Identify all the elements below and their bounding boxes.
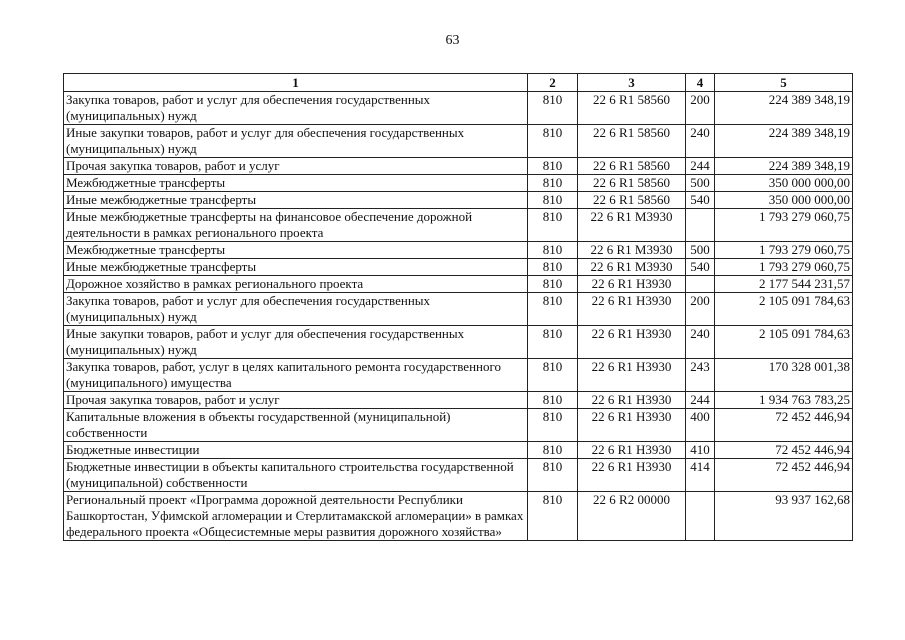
item-name: Иные межбюджетные трансферты <box>64 259 528 276</box>
expense-type-code: 240 <box>686 125 715 158</box>
target-article-code: 22 6 R1 58560 <box>578 92 686 125</box>
header-cell-4: 4 <box>686 74 715 92</box>
expense-type-code <box>686 209 715 242</box>
ministry-code: 810 <box>528 442 578 459</box>
target-article-code: 22 6 R1 H3930 <box>578 392 686 409</box>
expense-type-code: 500 <box>686 175 715 192</box>
table-row <box>64 492 853 541</box>
page-number: 63 <box>445 33 460 48</box>
item-name: Дорожное хозяйство в рамках регионального проекта <box>64 276 528 293</box>
target-article-code: 22 6 R1 H3930 <box>578 359 686 392</box>
item-name: Закупка товаров, работ и услуг для обеспечения государственных (муниципальных) нужд <box>64 293 528 326</box>
table-row <box>64 259 853 276</box>
ministry-code: 810 <box>528 459 578 492</box>
target-article-code: 22 6 R1 58560 <box>578 158 686 175</box>
item-name: Межбюджетные трансферты <box>64 242 528 259</box>
amount-value: 1 934 763 783,25 <box>715 392 853 409</box>
expense-type-code: 200 <box>686 92 715 125</box>
target-article-code: 22 6 R2 00000 <box>578 492 686 541</box>
expense-type-code: 200 <box>686 293 715 326</box>
item-name: Закупка товаров, работ, услуг в целях капитального ремонта государственного (муниципального) имущества <box>64 359 528 392</box>
amount-value: 170 328 001,38 <box>715 359 853 392</box>
item-name: Прочая закупка товаров, работ и услуг <box>64 158 528 175</box>
ministry-code: 810 <box>528 326 578 359</box>
target-article-code: 22 6 R1 H3930 <box>578 293 686 326</box>
amount-value: 1 793 279 060,75 <box>715 242 853 259</box>
header-row <box>64 74 853 92</box>
expense-type-code: 410 <box>686 442 715 459</box>
table-row <box>64 459 853 492</box>
item-name: Бюджетные инвестиции <box>64 442 528 459</box>
expense-type-code <box>686 492 715 541</box>
table-row <box>64 442 853 459</box>
item-name: Иные межбюджетные трансферты на финансовое обеспечение дорожной деятельности в рамках регионального проекта <box>64 209 528 242</box>
ministry-code: 810 <box>528 158 578 175</box>
ministry-code: 810 <box>528 92 578 125</box>
table-row <box>64 92 853 125</box>
amount-value: 93 937 162,68 <box>715 492 853 541</box>
ministry-code: 810 <box>528 492 578 541</box>
amount-value: 72 452 446,94 <box>715 409 853 442</box>
header-cell-5: 5 <box>715 74 853 92</box>
item-name: Капитальные вложения в объекты государственной (муниципальной) собственности <box>64 409 528 442</box>
amount-value: 72 452 446,94 <box>715 459 853 492</box>
table-row <box>64 276 853 293</box>
item-name: Межбюджетные трансферты <box>64 175 528 192</box>
item-name: Прочая закупка товаров, работ и услуг <box>64 392 528 409</box>
target-article-code: 22 6 R1 58560 <box>578 175 686 192</box>
amount-value: 2 105 091 784,63 <box>715 326 853 359</box>
table-row <box>64 293 853 326</box>
target-article-code: 22 6 R1 58560 <box>578 125 686 158</box>
amount-value: 2 105 091 784,63 <box>715 293 853 326</box>
expense-type-code: 244 <box>686 392 715 409</box>
table-row <box>64 209 853 242</box>
target-article-code: 22 6 R1 H3930 <box>578 409 686 442</box>
expense-type-code: 540 <box>686 259 715 276</box>
target-article-code: 22 6 R1 M3930 <box>578 209 686 242</box>
expense-type-code: 414 <box>686 459 715 492</box>
ministry-code: 810 <box>528 192 578 209</box>
target-article-code: 22 6 R1 M3930 <box>578 259 686 276</box>
expense-type-code: 240 <box>686 326 715 359</box>
target-article-code: 22 6 R1 H3930 <box>578 326 686 359</box>
ministry-code: 810 <box>528 259 578 276</box>
table-row <box>64 158 853 175</box>
ministry-code: 810 <box>528 359 578 392</box>
target-article-code: 22 6 R1 H3930 <box>578 459 686 492</box>
table-row <box>64 326 853 359</box>
item-name: Бюджетные инвестиции в объекты капитального строительства государственной (муниципальной) собственности <box>64 459 528 492</box>
ministry-code: 810 <box>528 409 578 442</box>
ministry-code: 810 <box>528 276 578 293</box>
item-name: Иные закупки товаров, работ и услуг для обеспечения государственных (муниципальных) нужд <box>64 125 528 158</box>
header-cell-2: 2 <box>528 74 578 92</box>
table-row <box>64 192 853 209</box>
ministry-code: 810 <box>528 175 578 192</box>
amount-value: 350 000 000,00 <box>715 192 853 209</box>
amount-value: 224 389 348,19 <box>715 158 853 175</box>
item-name: Иные межбюджетные трансферты <box>64 192 528 209</box>
amount-value: 1 793 279 060,75 <box>715 259 853 276</box>
budget-table <box>63 73 853 541</box>
amount-value: 1 793 279 060,75 <box>715 209 853 242</box>
table-row <box>64 125 853 158</box>
ministry-code: 810 <box>528 209 578 242</box>
expense-type-code <box>686 276 715 293</box>
expense-type-code: 500 <box>686 242 715 259</box>
amount-value: 350 000 000,00 <box>715 175 853 192</box>
expense-type-code: 243 <box>686 359 715 392</box>
amount-value: 224 389 348,19 <box>715 92 853 125</box>
amount-value: 2 177 544 231,57 <box>715 276 853 293</box>
ministry-code: 810 <box>528 242 578 259</box>
header-cell-1: 1 <box>64 74 528 92</box>
ministry-code: 810 <box>528 392 578 409</box>
table-row <box>64 359 853 392</box>
table-row <box>64 409 853 442</box>
header-cell-3: 3 <box>578 74 686 92</box>
item-name: Региональный проект «Программа дорожной деятельности Республики Башкортостан, Уфимской агломерации и Стерлитамакской агломерации» в рамках федерального проекта «Общесистемные меры развития дорожного хозяйства» <box>64 492 528 541</box>
table-row <box>64 392 853 409</box>
ministry-code: 810 <box>528 293 578 326</box>
target-article-code: 22 6 R1 58560 <box>578 192 686 209</box>
table-row <box>64 175 853 192</box>
item-name: Закупка товаров, работ и услуг для обеспечения государственных (муниципальных) нужд <box>64 92 528 125</box>
expense-type-code: 400 <box>686 409 715 442</box>
table-row <box>64 242 853 259</box>
amount-value: 72 452 446,94 <box>715 442 853 459</box>
target-article-code: 22 6 R1 H3930 <box>578 276 686 293</box>
target-article-code: 22 6 R1 M3930 <box>578 242 686 259</box>
item-name: Иные закупки товаров, работ и услуг для обеспечения государственных (муниципальных) нужд <box>64 326 528 359</box>
expense-type-code: 540 <box>686 192 715 209</box>
ministry-code: 810 <box>528 125 578 158</box>
target-article-code: 22 6 R1 H3930 <box>578 442 686 459</box>
expense-type-code: 244 <box>686 158 715 175</box>
amount-value: 224 389 348,19 <box>715 125 853 158</box>
